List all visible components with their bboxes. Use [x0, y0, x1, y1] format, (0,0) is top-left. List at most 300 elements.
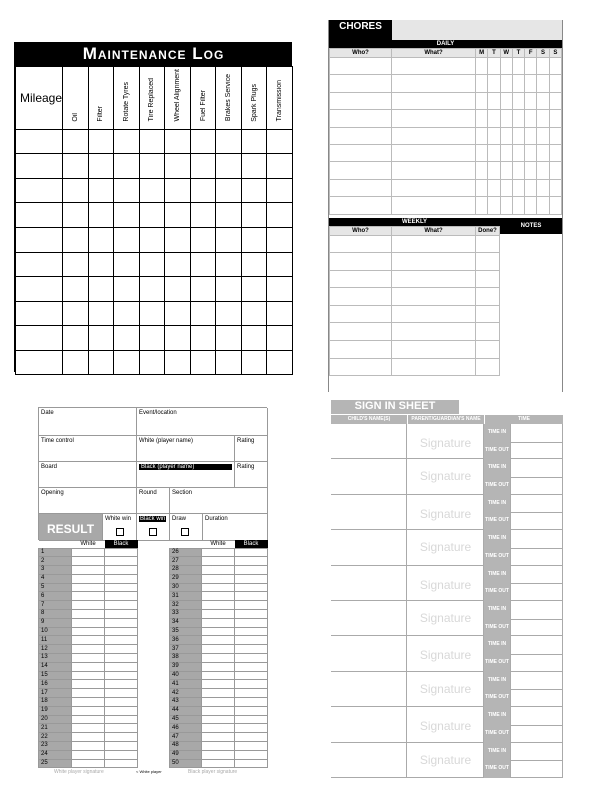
daily-chore-cell[interactable]: [330, 197, 392, 214]
daily-chore-cell[interactable]: [330, 162, 392, 179]
maintenance-cell[interactable]: [16, 203, 63, 228]
daily-chore-cell[interactable]: [500, 110, 512, 127]
daily-chore-cell[interactable]: [512, 75, 524, 92]
daily-chore-cell[interactable]: [392, 197, 476, 214]
daily-chore-cell[interactable]: [476, 162, 488, 179]
signature-cell[interactable]: [407, 424, 484, 458]
white-move-cell[interactable]: [202, 566, 235, 575]
daily-chore-cell[interactable]: [537, 92, 549, 109]
white-move-cell[interactable]: [72, 671, 105, 680]
black-move-cell[interactable]: [235, 689, 268, 698]
daily-chore-cell[interactable]: [525, 110, 537, 127]
maintenance-cell[interactable]: [241, 227, 267, 252]
daily-chore-cell[interactable]: [330, 110, 392, 127]
maintenance-cell[interactable]: [216, 326, 242, 351]
black-move-cell[interactable]: [105, 715, 138, 724]
black-player-field[interactable]: [137, 462, 235, 488]
child-name-cell[interactable]: [331, 707, 407, 741]
time-cell[interactable]: [510, 601, 563, 635]
white-move-cell[interactable]: [72, 750, 105, 759]
white-move-cell[interactable]: [72, 557, 105, 566]
maintenance-cell[interactable]: [241, 154, 267, 179]
black-move-cell[interactable]: [235, 662, 268, 671]
daily-chore-cell[interactable]: [392, 92, 476, 109]
weekly-chore-cell[interactable]: [330, 323, 392, 341]
daily-chore-cell[interactable]: [392, 75, 476, 92]
black-move-cell[interactable]: [105, 566, 138, 575]
maintenance-cell[interactable]: [16, 301, 63, 326]
black-move-cell[interactable]: [105, 557, 138, 566]
maintenance-cell[interactable]: [16, 129, 63, 154]
daily-chore-cell[interactable]: [500, 144, 512, 161]
maintenance-cell[interactable]: [267, 252, 293, 277]
maintenance-cell[interactable]: [216, 301, 242, 326]
maintenance-cell[interactable]: [63, 178, 89, 203]
daily-chore-cell[interactable]: [476, 197, 488, 214]
maintenance-cell[interactable]: [165, 301, 191, 326]
maintenance-cell[interactable]: [241, 252, 267, 277]
weekly-chore-cell[interactable]: [476, 305, 500, 323]
black-move-cell[interactable]: [235, 610, 268, 619]
daily-chore-cell[interactable]: [525, 127, 537, 144]
maintenance-cell[interactable]: [190, 178, 216, 203]
maintenance-cell[interactable]: [216, 129, 242, 154]
signature-cell[interactable]: [407, 743, 484, 777]
maintenance-cell[interactable]: [114, 326, 140, 351]
black-move-cell[interactable]: [105, 592, 138, 601]
weekly-chore-cell[interactable]: [392, 253, 476, 271]
maintenance-cell[interactable]: [165, 178, 191, 203]
daily-chore-cell[interactable]: [525, 58, 537, 75]
child-name-cell[interactable]: [331, 743, 407, 777]
maintenance-cell[interactable]: [88, 350, 114, 375]
signature-cell[interactable]: [407, 459, 484, 493]
white-move-cell[interactable]: [202, 750, 235, 759]
white-move-cell[interactable]: [202, 583, 235, 592]
opening-field[interactable]: [39, 488, 137, 514]
white-move-cell[interactable]: [202, 618, 235, 627]
maintenance-cell[interactable]: [114, 227, 140, 252]
time-cell[interactable]: [510, 495, 563, 529]
maintenance-cell[interactable]: [241, 178, 267, 203]
daily-chore-cell[interactable]: [476, 92, 488, 109]
black-rating-field[interactable]: [235, 462, 268, 488]
daily-chore-cell[interactable]: [537, 127, 549, 144]
daily-chore-cell[interactable]: [525, 197, 537, 214]
black-move-cell[interactable]: [105, 548, 138, 557]
white-win-checkbox[interactable]: [116, 528, 124, 536]
black-move-cell[interactable]: [105, 733, 138, 742]
black-move-cell[interactable]: [235, 583, 268, 592]
weekly-chore-cell[interactable]: [330, 253, 392, 271]
white-move-cell[interactable]: [202, 759, 235, 768]
maintenance-cell[interactable]: [139, 252, 165, 277]
time-cell[interactable]: [510, 530, 563, 564]
maintenance-cell[interactable]: [63, 203, 89, 228]
weekly-chore-cell[interactable]: [392, 358, 476, 376]
weekly-chore-cell[interactable]: [330, 341, 392, 359]
maintenance-cell[interactable]: [216, 350, 242, 375]
black-move-cell[interactable]: [235, 680, 268, 689]
daily-chore-cell[interactable]: [488, 162, 500, 179]
maintenance-cell[interactable]: [139, 350, 165, 375]
maintenance-cell[interactable]: [114, 252, 140, 277]
daily-chore-cell[interactable]: [330, 75, 392, 92]
daily-chore-cell[interactable]: [512, 127, 524, 144]
daily-chore-cell[interactable]: [549, 110, 561, 127]
maintenance-cell[interactable]: [190, 129, 216, 154]
white-move-cell[interactable]: [202, 662, 235, 671]
maintenance-cell[interactable]: [63, 154, 89, 179]
weekly-chore-cell[interactable]: [392, 341, 476, 359]
maintenance-cell[interactable]: [139, 203, 165, 228]
daily-chore-cell[interactable]: [512, 179, 524, 196]
maintenance-cell[interactable]: [88, 227, 114, 252]
white-move-cell[interactable]: [72, 733, 105, 742]
black-move-cell[interactable]: [235, 706, 268, 715]
white-player-field[interactable]: [137, 436, 235, 462]
weekly-chore-cell[interactable]: [392, 288, 476, 306]
black-move-cell[interactable]: [105, 583, 138, 592]
daily-chore-cell[interactable]: [537, 162, 549, 179]
maintenance-cell[interactable]: [114, 350, 140, 375]
daily-chore-cell[interactable]: [537, 58, 549, 75]
weekly-chore-cell[interactable]: [392, 305, 476, 323]
daily-chore-cell[interactable]: [500, 75, 512, 92]
white-move-cell[interactable]: [72, 742, 105, 751]
child-name-cell[interactable]: [331, 530, 407, 564]
daily-chore-cell[interactable]: [500, 197, 512, 214]
black-move-cell[interactable]: [105, 627, 138, 636]
white-move-cell[interactable]: [202, 654, 235, 663]
maintenance-cell[interactable]: [241, 326, 267, 351]
maintenance-cell[interactable]: [216, 178, 242, 203]
white-move-cell[interactable]: [72, 601, 105, 610]
signature-cell[interactable]: [407, 672, 484, 706]
maintenance-cell[interactable]: [216, 227, 242, 252]
black-move-cell[interactable]: [105, 750, 138, 759]
time-cell[interactable]: [510, 743, 563, 777]
maintenance-cell[interactable]: [267, 301, 293, 326]
white-rating-field[interactable]: [235, 436, 268, 462]
black-move-cell[interactable]: [235, 574, 268, 583]
notes-area[interactable]: [500, 218, 562, 377]
maintenance-cell[interactable]: [139, 227, 165, 252]
white-move-cell[interactable]: [72, 566, 105, 575]
daily-chore-cell[interactable]: [500, 58, 512, 75]
maintenance-cell[interactable]: [88, 252, 114, 277]
black-move-cell[interactable]: [105, 724, 138, 733]
maintenance-cell[interactable]: [63, 301, 89, 326]
weekly-chore-cell[interactable]: [392, 235, 476, 253]
white-move-cell[interactable]: [72, 680, 105, 689]
daily-chore-cell[interactable]: [549, 162, 561, 179]
daily-chore-cell[interactable]: [488, 197, 500, 214]
daily-chore-cell[interactable]: [392, 127, 476, 144]
maintenance-cell[interactable]: [165, 277, 191, 302]
maintenance-cell[interactable]: [63, 326, 89, 351]
black-move-cell[interactable]: [105, 706, 138, 715]
white-move-cell[interactable]: [72, 689, 105, 698]
time-cell[interactable]: [510, 672, 563, 706]
daily-chore-cell[interactable]: [330, 127, 392, 144]
daily-chore-cell[interactable]: [476, 110, 488, 127]
black-move-cell[interactable]: [105, 662, 138, 671]
black-move-cell[interactable]: [235, 592, 268, 601]
white-move-cell[interactable]: [72, 627, 105, 636]
maintenance-cell[interactable]: [165, 203, 191, 228]
daily-chore-cell[interactable]: [549, 75, 561, 92]
daily-chore-cell[interactable]: [537, 197, 549, 214]
maintenance-cell[interactable]: [216, 154, 242, 179]
white-move-cell[interactable]: [72, 645, 105, 654]
maintenance-cell[interactable]: [190, 203, 216, 228]
daily-chore-cell[interactable]: [330, 58, 392, 75]
weekly-chore-cell[interactable]: [330, 235, 392, 253]
black-move-cell[interactable]: [105, 689, 138, 698]
daily-chore-cell[interactable]: [512, 58, 524, 75]
maintenance-cell[interactable]: [139, 178, 165, 203]
black-move-cell[interactable]: [235, 698, 268, 707]
white-move-cell[interactable]: [202, 698, 235, 707]
daily-chore-cell[interactable]: [488, 144, 500, 161]
maintenance-cell[interactable]: [267, 277, 293, 302]
daily-chore-cell[interactable]: [512, 162, 524, 179]
white-move-cell[interactable]: [72, 662, 105, 671]
daily-chore-cell[interactable]: [392, 144, 476, 161]
maintenance-cell[interactable]: [114, 178, 140, 203]
child-name-cell[interactable]: [331, 495, 407, 529]
daily-chore-cell[interactable]: [512, 197, 524, 214]
black-move-cell[interactable]: [105, 574, 138, 583]
maintenance-cell[interactable]: [190, 277, 216, 302]
maintenance-cell[interactable]: [16, 227, 63, 252]
daily-chore-cell[interactable]: [488, 110, 500, 127]
black-move-cell[interactable]: [105, 742, 138, 751]
maintenance-cell[interactable]: [241, 350, 267, 375]
black-move-cell[interactable]: [235, 557, 268, 566]
maintenance-cell[interactable]: [165, 154, 191, 179]
maintenance-cell[interactable]: [190, 154, 216, 179]
weekly-chore-cell[interactable]: [330, 358, 392, 376]
time-cell[interactable]: [510, 424, 563, 458]
board-field[interactable]: [39, 462, 137, 488]
daily-chore-cell[interactable]: [488, 179, 500, 196]
white-move-cell[interactable]: [72, 715, 105, 724]
maintenance-cell[interactable]: [16, 178, 63, 203]
white-move-cell[interactable]: [202, 548, 235, 557]
daily-chore-cell[interactable]: [330, 92, 392, 109]
white-move-cell[interactable]: [202, 724, 235, 733]
section-field[interactable]: [170, 488, 268, 514]
black-move-cell[interactable]: [235, 671, 268, 680]
maintenance-cell[interactable]: [241, 301, 267, 326]
maintenance-cell[interactable]: [88, 178, 114, 203]
white-move-cell[interactable]: [72, 636, 105, 645]
black-move-cell[interactable]: [105, 601, 138, 610]
daily-chore-cell[interactable]: [500, 162, 512, 179]
white-move-cell[interactable]: [72, 583, 105, 592]
maintenance-cell[interactable]: [216, 203, 242, 228]
black-move-cell[interactable]: [105, 618, 138, 627]
daily-chore-cell[interactable]: [476, 179, 488, 196]
black-move-cell[interactable]: [235, 715, 268, 724]
white-move-cell[interactable]: [202, 671, 235, 680]
daily-chore-cell[interactable]: [392, 162, 476, 179]
signature-cell[interactable]: [407, 495, 484, 529]
white-move-cell[interactable]: [202, 715, 235, 724]
maintenance-cell[interactable]: [241, 129, 267, 154]
daily-chore-cell[interactable]: [537, 144, 549, 161]
daily-chore-cell[interactable]: [488, 75, 500, 92]
daily-chore-cell[interactable]: [392, 110, 476, 127]
date-field[interactable]: [39, 408, 137, 436]
daily-chore-cell[interactable]: [525, 162, 537, 179]
weekly-chore-cell[interactable]: [476, 358, 500, 376]
white-move-cell[interactable]: [72, 574, 105, 583]
daily-chore-cell[interactable]: [392, 179, 476, 196]
event-field[interactable]: [137, 408, 268, 436]
black-move-cell[interactable]: [105, 610, 138, 619]
time-cell[interactable]: [510, 566, 563, 600]
daily-chore-cell[interactable]: [549, 58, 561, 75]
black-move-cell[interactable]: [235, 645, 268, 654]
daily-chore-cell[interactable]: [476, 75, 488, 92]
black-move-cell[interactable]: [235, 654, 268, 663]
black-move-cell[interactable]: [235, 627, 268, 636]
white-move-cell[interactable]: [202, 689, 235, 698]
maintenance-cell[interactable]: [114, 154, 140, 179]
white-move-cell[interactable]: [202, 733, 235, 742]
weekly-chore-cell[interactable]: [476, 235, 500, 253]
maintenance-cell[interactable]: [63, 252, 89, 277]
black-move-cell[interactable]: [105, 680, 138, 689]
daily-chore-cell[interactable]: [537, 110, 549, 127]
signature-cell[interactable]: [407, 601, 484, 635]
white-move-cell[interactable]: [202, 680, 235, 689]
daily-chore-cell[interactable]: [500, 127, 512, 144]
white-move-cell[interactable]: [202, 645, 235, 654]
black-move-cell[interactable]: [235, 742, 268, 751]
maintenance-cell[interactable]: [63, 350, 89, 375]
maintenance-cell[interactable]: [114, 277, 140, 302]
black-move-cell[interactable]: [235, 566, 268, 575]
signature-cell[interactable]: [407, 707, 484, 741]
maintenance-cell[interactable]: [165, 129, 191, 154]
white-move-cell[interactable]: [72, 698, 105, 707]
signature-cell[interactable]: [407, 636, 484, 670]
black-move-cell[interactable]: [235, 618, 268, 627]
weekly-chore-cell[interactable]: [476, 288, 500, 306]
time-cell[interactable]: [510, 707, 563, 741]
daily-chore-cell[interactable]: [525, 179, 537, 196]
maintenance-cell[interactable]: [139, 154, 165, 179]
maintenance-cell[interactable]: [114, 301, 140, 326]
maintenance-cell[interactable]: [63, 227, 89, 252]
white-move-cell[interactable]: [202, 627, 235, 636]
maintenance-cell[interactable]: [241, 203, 267, 228]
white-move-cell[interactable]: [202, 592, 235, 601]
black-move-cell[interactable]: [235, 724, 268, 733]
white-move-cell[interactable]: [202, 601, 235, 610]
maintenance-cell[interactable]: [267, 326, 293, 351]
time-cell[interactable]: [510, 459, 563, 493]
white-move-cell[interactable]: [202, 706, 235, 715]
black-move-cell[interactable]: [235, 750, 268, 759]
black-move-cell[interactable]: [235, 548, 268, 557]
maintenance-cell[interactable]: [241, 277, 267, 302]
white-move-cell[interactable]: [72, 618, 105, 627]
draw-checkbox[interactable]: [181, 528, 189, 536]
daily-chore-cell[interactable]: [488, 58, 500, 75]
daily-chore-cell[interactable]: [549, 179, 561, 196]
black-move-cell[interactable]: [235, 636, 268, 645]
maintenance-cell[interactable]: [165, 350, 191, 375]
time-control-field[interactable]: [39, 436, 137, 462]
weekly-chore-cell[interactable]: [476, 270, 500, 288]
daily-chore-cell[interactable]: [512, 144, 524, 161]
maintenance-cell[interactable]: [267, 350, 293, 375]
weekly-chore-cell[interactable]: [476, 323, 500, 341]
signature-cell[interactable]: [407, 530, 484, 564]
chores-name-field[interactable]: [392, 20, 562, 40]
daily-chore-cell[interactable]: [330, 179, 392, 196]
weekly-chore-cell[interactable]: [476, 341, 500, 359]
daily-chore-cell[interactable]: [537, 179, 549, 196]
maintenance-cell[interactable]: [190, 301, 216, 326]
daily-chore-cell[interactable]: [500, 179, 512, 196]
black-move-cell[interactable]: [105, 645, 138, 654]
maintenance-cell[interactable]: [16, 154, 63, 179]
maintenance-cell[interactable]: [88, 154, 114, 179]
weekly-chore-cell[interactable]: [392, 323, 476, 341]
daily-chore-cell[interactable]: [549, 127, 561, 144]
daily-chore-cell[interactable]: [488, 127, 500, 144]
maintenance-cell[interactable]: [165, 227, 191, 252]
weekly-chore-cell[interactable]: [330, 305, 392, 323]
maintenance-cell[interactable]: [267, 227, 293, 252]
black-move-cell[interactable]: [105, 671, 138, 680]
white-move-cell[interactable]: [72, 610, 105, 619]
white-move-cell[interactable]: [202, 636, 235, 645]
child-name-cell[interactable]: [331, 601, 407, 635]
maintenance-cell[interactable]: [88, 129, 114, 154]
white-move-cell[interactable]: [72, 759, 105, 768]
black-move-cell[interactable]: [235, 733, 268, 742]
daily-chore-cell[interactable]: [525, 75, 537, 92]
maintenance-cell[interactable]: [88, 326, 114, 351]
black-win-checkbox[interactable]: [149, 528, 157, 536]
maintenance-cell[interactable]: [16, 277, 63, 302]
child-name-cell[interactable]: [331, 424, 407, 458]
maintenance-cell[interactable]: [267, 129, 293, 154]
maintenance-cell[interactable]: [165, 326, 191, 351]
maintenance-cell[interactable]: [139, 129, 165, 154]
weekly-chore-cell[interactable]: [392, 270, 476, 288]
maintenance-cell[interactable]: [16, 326, 63, 351]
white-move-cell[interactable]: [202, 610, 235, 619]
maintenance-cell[interactable]: [16, 252, 63, 277]
black-move-cell[interactable]: [235, 759, 268, 768]
black-move-cell[interactable]: [105, 698, 138, 707]
daily-chore-cell[interactable]: [525, 144, 537, 161]
maintenance-cell[interactable]: [114, 129, 140, 154]
child-name-cell[interactable]: [331, 636, 407, 670]
child-name-cell[interactable]: [331, 672, 407, 706]
white-move-cell[interactable]: [202, 574, 235, 583]
black-move-cell[interactable]: [105, 654, 138, 663]
daily-chore-cell[interactable]: [488, 92, 500, 109]
